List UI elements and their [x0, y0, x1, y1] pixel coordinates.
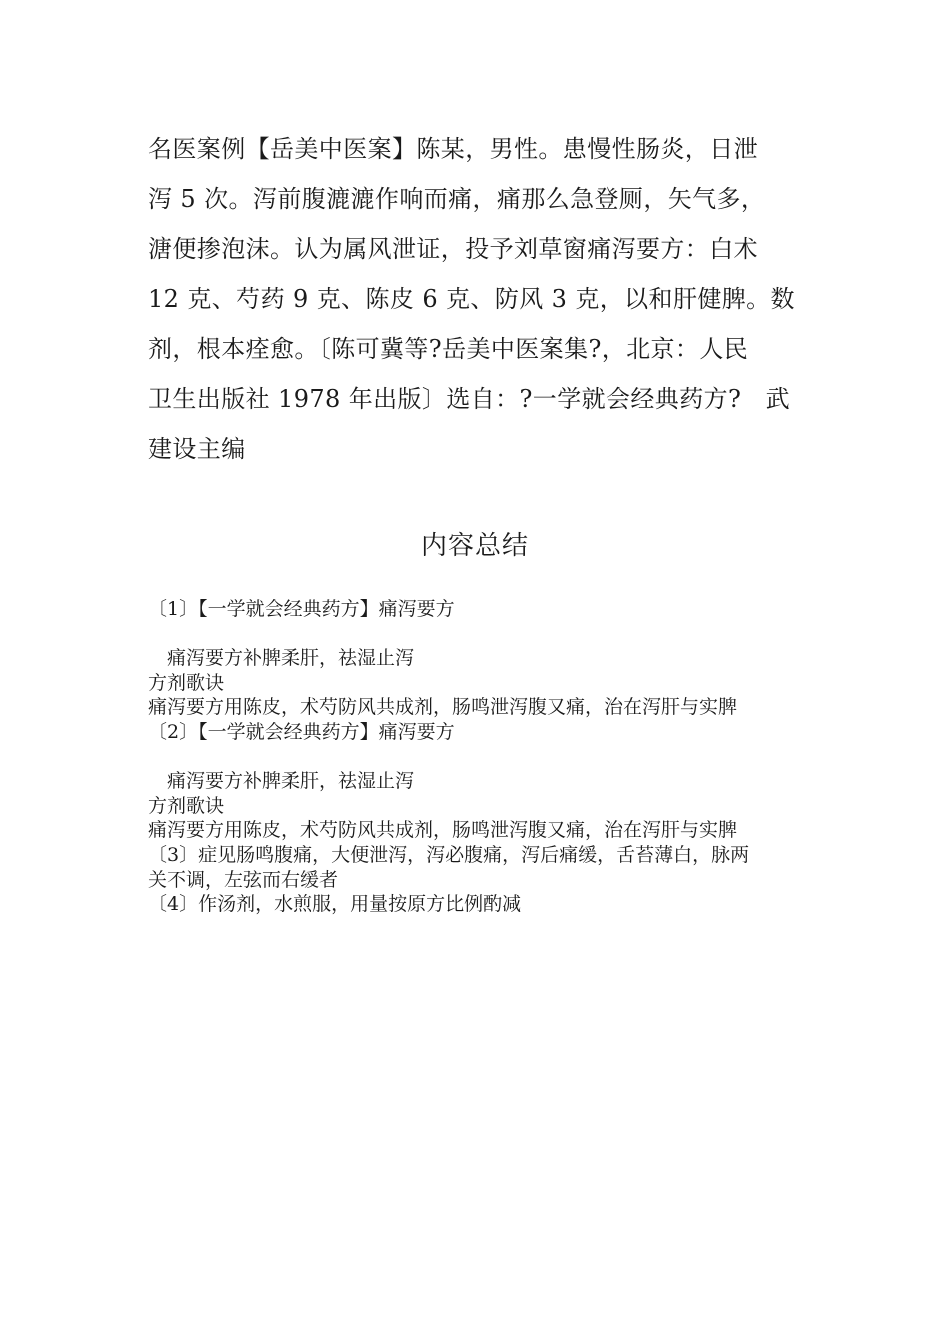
summary-item-2-song: 痛泻要方用陈皮，术芍防风共成剂，肠鸣泄泻腹又痛，治在泻肝与实脾 [148, 819, 738, 842]
case-line: 卫生出版社 1978 年出版〕选自：?一学就会经典药方? 武 [148, 385, 791, 413]
summary-item-1-heading: 〔1〕【一学就会经典药方】痛泻要方 [148, 598, 455, 620]
summary-item-3-line-1: 〔3〕症见肠鸣腹痛，大便泄泻，泻必腹痛，泻后痛缓，舌苔薄白，脉两 [148, 843, 750, 866]
case-line: 剂，根本痊愈。〔陈可冀等?岳美中医案集?，北京：人民 [148, 335, 749, 363]
case-line: 12 克、芍药 9 克、陈皮 6 克、防风 3 克，以和肝健脾。数 [148, 285, 795, 313]
summary-item-1-song-label: 方剂歌诀 [148, 671, 225, 694]
summary-item-1-effect: 痛泻要方补脾柔肝，祛湿止泻 [167, 647, 415, 670]
blank-line [148, 622, 818, 647]
summary-title: 内容总结 [420, 531, 529, 561]
summary-item-2-effect: 痛泻要方补脾柔肝，祛湿止泻 [167, 770, 415, 793]
case-line: 建设主编 [148, 435, 246, 463]
summary-section [148, 597, 818, 917]
case-line: 名医案例【岳美中医案】陈某，男性。患慢性肠炎，日泄 [148, 135, 758, 163]
summary-item-2-heading: 〔2〕【一学就会经典药方】痛泻要方 [148, 720, 455, 743]
case-line: 溏便掺泡沫。认为属风泄证，投予刘草窗痛泻要方：白术 [148, 235, 758, 263]
case-line: 泻 5 次。泻前腹漉漉作响而痛，痛那么急登厕，矢气多， [148, 185, 766, 213]
summary-item-1-song: 痛泻要方用陈皮，术芍防风共成剂，肠鸣泄泻腹又痛，治在泻肝与实脾 [148, 696, 738, 719]
summary-item-4-line-1: 〔4〕作汤剂，水煎服，用量按原方比例酌减 [148, 893, 522, 916]
summary-item-2-song-label: 方剂歌诀 [148, 794, 225, 817]
blank-line [148, 745, 818, 770]
summary-item-3-line-2: 关不调，左弦而右缓者 [148, 868, 339, 891]
case-paragraph [148, 124, 808, 474]
